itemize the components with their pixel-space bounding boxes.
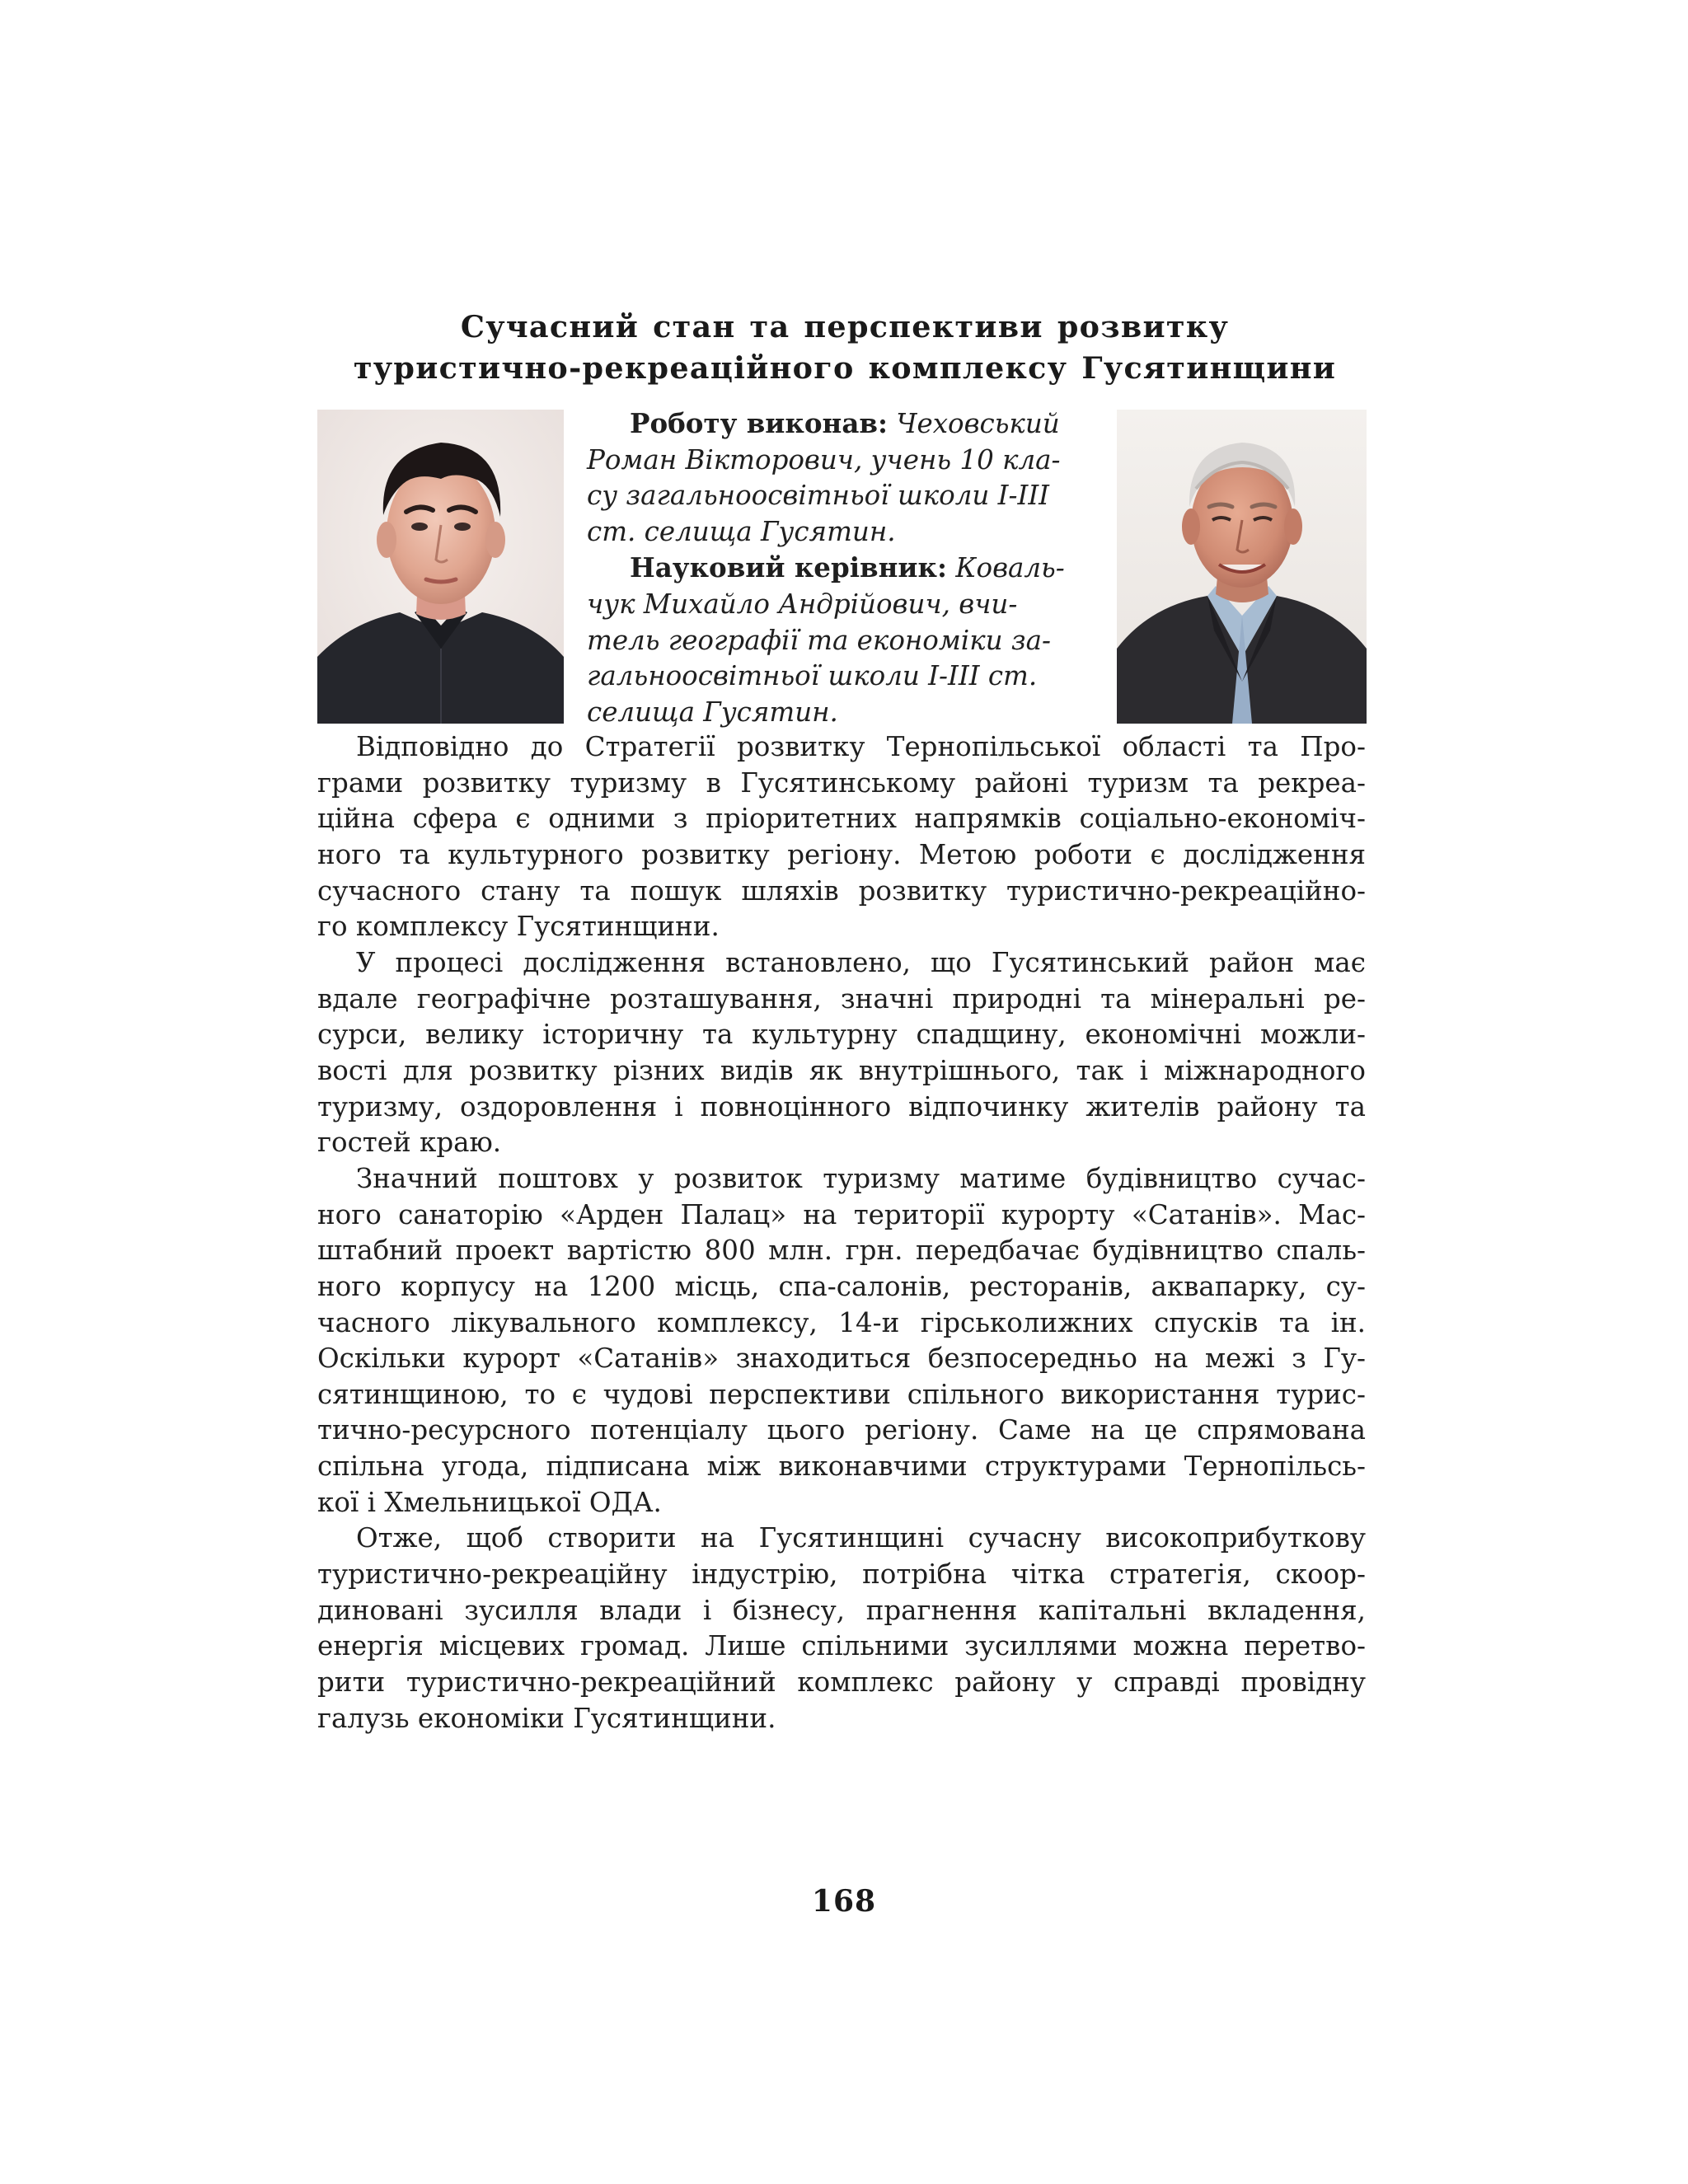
supervisor-label: Науковий керівник: [630,551,947,584]
text-line: кої і Хмельницької ОДА. [317,1486,662,1518]
text-line: го комплексу Гусятинщини. [317,911,720,943]
paragraph-3 [317,1161,1366,1521]
text-line: ного та культурного розвитку регіону. Метою роботи є дослідження [317,838,1366,870]
text-line: Оскільки курорт «Сатанів» знаходиться безпосередньо на межі з Гу- [317,1343,1366,1375]
text-line: туристично-рекреаційну індустрію, потрібна чітка стратегія, скоор- [317,1558,1366,1591]
text-line: енергія місцевих громад. Лише спільними зусиллями можна перетво- [317,1630,1366,1662]
text-line: диновані зусилля влади і бізнесу, прагнення капітальні вкладення, [317,1594,1366,1626]
article-title-line-1: Сучасний стан та перспективи розвитку [460,309,1230,344]
author-line: Роман Вікторович, учень 10 кла- [587,443,1061,476]
text-line: У процесі дослідження встановлено, що Гусятинський район має [356,946,1366,978]
author-label: Роботу виконав: [630,407,888,439]
article-body [317,729,1366,1736]
article-title-line-2: туристично-рекреаційного комплексу Гусятинщини [353,350,1337,386]
text-line: сятинщиною, то є чудові перспективи спільного використання турис- [317,1378,1366,1410]
text-line: галузь економіки Гусятинщини. [317,1702,776,1734]
text-line: ційна сфера є одними з пріоритетних напрямків соціально-економіч- [317,803,1366,835]
text-line: вості для розвитку різних видів як внутрішнього, так і міжнародного [317,1054,1366,1086]
text-line: тично-ресурсного потенціалу цього регіону. Саме на це спрямована [317,1414,1366,1446]
article-title [313,307,1376,389]
paragraph-4 [317,1521,1366,1736]
text-line: туризму, оздоровлення і повноцінного відпочинку жителів району та [317,1090,1366,1122]
supervisor-line [587,550,1090,587]
text-line: Відповідно до Стратегії розвитку Тернопільської області та Про- [356,731,1366,762]
page-number: 168 [811,1884,877,1919]
authors-block [587,405,1090,730]
student-photo [317,410,564,724]
author-line [587,405,1090,443]
text-line: грами розвитку туризму в Гусятинському районі туризм та рекреа- [317,766,1366,799]
text-line: сурси, велику історичну та культурну спадщину, економічні можли- [317,1019,1366,1051]
supervisor-line: селища Гусятин. [587,696,838,728]
text-line: часного лікувального комплексу, 14-и гірськолижних спусків та ін. [317,1306,1366,1338]
author-line: ст. селища Гусятин. [587,515,896,547]
author-name: Чеховський [896,408,1060,439]
author-line: су загальноосвітньої школи I-III [587,480,1049,512]
text-line: вдале географічне розташування, значні природні та мінеральні ре- [317,982,1366,1015]
text-line: сучасного стану та пошук шляхів розвитку туристично-рекреаційно- [317,874,1366,907]
text-line: штабний проект вартістю 800 млн. грн. передбачає будівництво спаль- [317,1235,1366,1267]
supervisor-name: Коваль- [955,552,1065,584]
text-line: ного санаторію «Арден Палац» на території курорту «Сатанів». Мас- [317,1198,1366,1230]
paragraph-1 [317,729,1366,945]
text-line: спільна угода, підписана між виконавчими структурами Тернопільсь- [317,1451,1366,1483]
text-line: Значний поштовх у розвиток туризму матиме будівництво сучас- [356,1162,1366,1194]
supervisor-photo [1117,410,1367,724]
text-line: гостей краю. [317,1127,502,1159]
text-line: рити туристично-рекреаційний комплекс району у справді провідну [317,1666,1366,1699]
paragraph-2 [317,945,1366,1161]
text-line: ного корпусу на 1200 місць, спа-салонів, ресторанів, аквапарку, су- [317,1270,1366,1302]
supervisor-line: чук Михайло Андрійович, вчи- [587,588,1018,620]
supervisor-line: тель географії та економіки за- [587,624,1051,656]
text-line: Отже, щоб створити на Гусятинщині сучасну високоприбуткову [356,1522,1366,1554]
supervisor-line: гальноосвітньої школи I-III ст. [587,660,1038,692]
